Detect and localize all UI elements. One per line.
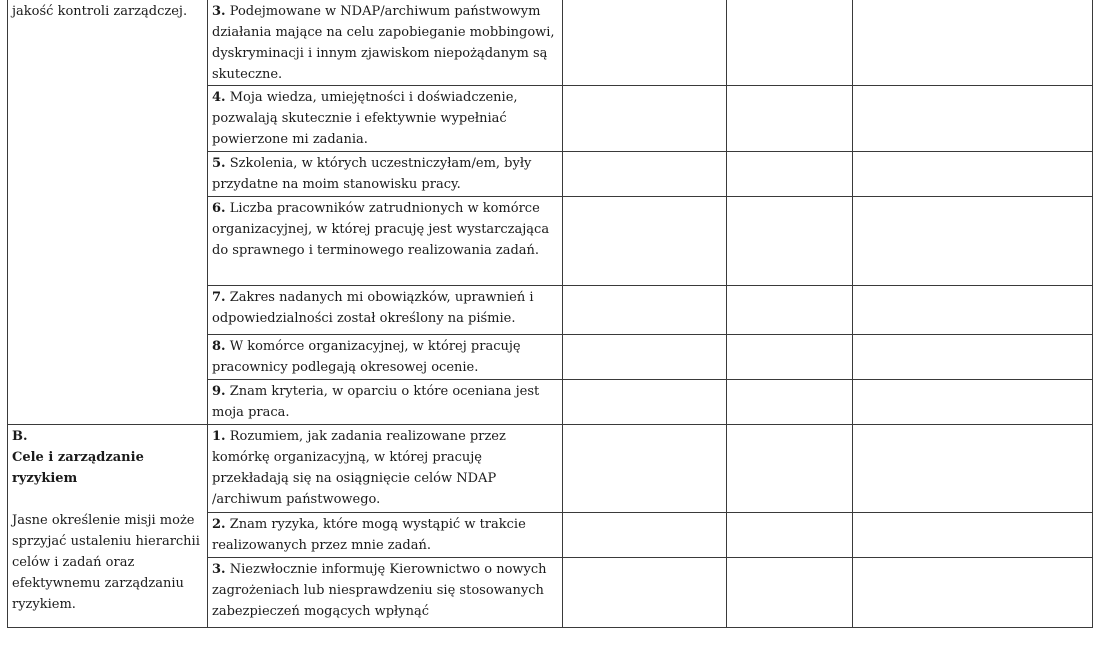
question-text: Zakres nadanych mi obowiązków, uprawnień i odpowiedzialności został określony na piśmie. bbox=[212, 290, 534, 326]
table-row bbox=[8, 0, 1093, 86]
answer-cell[interactable] bbox=[853, 380, 1093, 425]
question-cell bbox=[208, 86, 563, 152]
answer-cell[interactable] bbox=[563, 152, 727, 197]
answer-cell[interactable] bbox=[563, 335, 727, 380]
question-cell bbox=[208, 335, 563, 380]
question-cell bbox=[208, 152, 563, 197]
answer-cell[interactable] bbox=[563, 286, 727, 335]
question-cell bbox=[208, 197, 563, 286]
question-number: 5. bbox=[212, 156, 226, 171]
answer-cell[interactable] bbox=[563, 513, 727, 558]
answer-cell[interactable] bbox=[853, 152, 1093, 197]
category-cell bbox=[8, 0, 208, 425]
answer-cell[interactable] bbox=[727, 86, 853, 152]
question-number: 1. bbox=[212, 429, 226, 444]
answer-cell[interactable] bbox=[727, 380, 853, 425]
answer-cell[interactable] bbox=[727, 513, 853, 558]
answer-cell[interactable] bbox=[727, 286, 853, 335]
question-number: 7. bbox=[212, 290, 226, 305]
answer-cell[interactable] bbox=[727, 558, 853, 628]
answer-cell[interactable] bbox=[727, 425, 853, 513]
question-number: 3. bbox=[212, 4, 226, 19]
question-cell bbox=[208, 286, 563, 335]
question-text: Moja wiedza, umiejętności i doświadczenie, pozwalają skutecznie i efektywnie wypełniać powierzone mi zadania. bbox=[212, 90, 518, 147]
answer-cell[interactable] bbox=[563, 0, 727, 86]
question-text: Znam ryzyka, które mogą wystąpić w trakcie realizowanych przez mnie zadań. bbox=[212, 517, 526, 553]
answer-cell[interactable] bbox=[563, 197, 727, 286]
section-letter: B. bbox=[12, 429, 28, 444]
answer-cell[interactable] bbox=[853, 335, 1093, 380]
table-row bbox=[8, 425, 1093, 513]
answer-cell[interactable] bbox=[727, 0, 853, 86]
answer-cell[interactable] bbox=[563, 380, 727, 425]
question-cell bbox=[208, 513, 563, 558]
question-cell bbox=[208, 425, 563, 513]
answer-cell[interactable] bbox=[853, 425, 1093, 513]
answer-cell[interactable] bbox=[563, 558, 727, 628]
question-number: 8. bbox=[212, 339, 226, 354]
question-number: 2. bbox=[212, 517, 226, 532]
question-text: Niezwłocznie informuję Kierownictwo o nowych zagrożeniach lub niesprawdzeniu się stosowanych zabezpieczeń mogących wpłynąć bbox=[212, 562, 547, 619]
section-title: Cele i zarządzanie ryzykiem bbox=[12, 450, 144, 486]
answer-cell[interactable] bbox=[727, 197, 853, 286]
question-number: 3. bbox=[212, 562, 226, 577]
question-text: Liczba pracowników zatrudnionych w komórce organizacyjnej, w której pracuję jest wystarczająca do sprawnego i terminowego realizowania zadań. bbox=[212, 201, 550, 258]
answer-cell[interactable] bbox=[853, 197, 1093, 286]
answer-cell[interactable] bbox=[853, 286, 1093, 335]
question-cell bbox=[208, 558, 563, 628]
category-cell bbox=[8, 425, 208, 628]
question-number: 9. bbox=[212, 384, 226, 399]
question-text: Znam kryteria, w oparciu o które oceniana jest moja praca. bbox=[212, 384, 540, 420]
answer-cell[interactable] bbox=[727, 335, 853, 380]
question-text: Szkolenia, w których uczestniczyłam/em, były przydatne na moim stanowisku pracy. bbox=[212, 156, 532, 192]
answer-cell[interactable] bbox=[853, 86, 1093, 152]
question-text: Podejmowane w NDAP/archiwum państwowym działania mające na celu zapobieganie mobbingowi, dyskryminacji i innym zjawiskom niepożądanym są skuteczne. bbox=[212, 4, 555, 82]
answer-cell[interactable] bbox=[853, 513, 1093, 558]
question-number: 6. bbox=[212, 201, 226, 216]
question-number: 4. bbox=[212, 90, 226, 105]
category-text: jakość kontroli zarządczej. bbox=[12, 4, 188, 19]
answer-cell[interactable] bbox=[853, 558, 1093, 628]
question-cell bbox=[208, 380, 563, 425]
answer-cell[interactable] bbox=[727, 152, 853, 197]
answer-cell[interactable] bbox=[563, 425, 727, 513]
answer-cell[interactable] bbox=[563, 86, 727, 152]
question-text: Rozumiem, jak zadania realizowane przez komórkę organizacyjną, w której pracuję przekładają się na osiągnięcie celów NDAP /archiwum państwowego. bbox=[212, 429, 506, 507]
question-cell bbox=[208, 0, 563, 86]
section-description: Jasne określenie misji może sprzyjać ustaleniu hierarchii celów i zadań oraz efektywnemu zarządzaniu ryzykiem. bbox=[12, 513, 200, 612]
survey-table bbox=[7, 0, 1093, 628]
question-text: W komórce organizacyjnej, w której pracuję pracownicy podlegają okresowej ocenie. bbox=[212, 339, 521, 375]
answer-cell[interactable] bbox=[853, 0, 1093, 86]
